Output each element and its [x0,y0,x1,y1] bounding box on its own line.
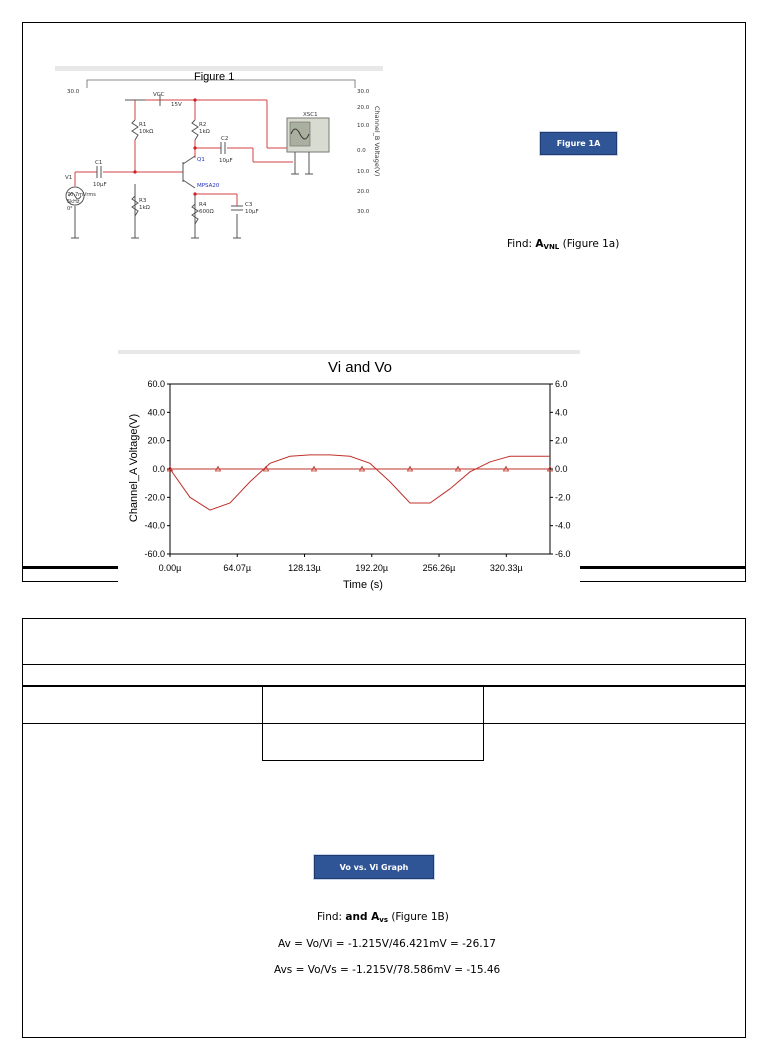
circuit-figure [55,66,383,246]
r3-value: 1kΩ [139,205,150,211]
y-tick-label-right: -4.0 [555,520,571,531]
table-cell [262,686,484,724]
chart-ylabel: Channel_A Voltage(V) [128,413,140,523]
circuit-schematic [55,66,383,246]
y-tick-label-right: 4.0 [555,407,568,418]
series-line [170,455,550,510]
y-tick-label-right: -6.0 [555,549,571,559]
y-tick-label-left: 40.0 [147,407,165,418]
c2-label: C2 [221,136,229,142]
chart-svg [118,350,580,596]
find-avnl-prefix: Find: [507,238,536,250]
r2-value: 1kΩ [199,129,210,135]
y-tick-label-right: 0.0 [555,464,568,474]
table-cell [262,723,484,761]
vi-vo-chart [118,350,580,596]
c3-value: 10µF [245,209,259,215]
q1-label: Q1 [197,157,205,163]
vcc-value: 15V [171,102,182,108]
y-tick-label-right: -2.0 [555,492,571,503]
table-cell [22,686,263,724]
c1-label: C1 [95,160,103,166]
y-tick-label-right: 2.0 [555,435,568,446]
find-avs-suffix: (Figure 1B) [387,911,449,923]
r4-label: R4 [199,202,207,208]
vo-vs-vi-graph-button[interactable]: Vo vs. Vi Graph [314,855,434,879]
y-tick-label-left: 20.0 [147,435,165,446]
find-avnl-subscript: VNL [543,243,560,251]
v1-label: V1 [65,175,73,181]
y-tick-label-left: 0.0 [152,464,165,474]
c2-value: 10µF [219,158,233,164]
chart-plot-area [144,379,570,573]
y-tick-label-right: 6.0 [555,379,568,389]
scale-right-label: 20.0 [357,189,370,195]
v1-phase: 0° [67,206,73,212]
find-avnl-suffix: (Figure 1a) [559,238,620,250]
xsc1-label: XSC1 [303,112,318,118]
chart-xlabel: Time (s) [343,579,383,591]
x-tick-label: 128.13µ [288,563,321,573]
scale-right-label: 10.0 [357,123,370,129]
find-avnl-symbol: A [535,238,544,250]
find-avs-text [317,911,449,924]
y-tick-label-left: 60.0 [147,379,165,389]
r1-value: 10kΩ [139,129,154,135]
find-avnl-text [507,238,619,251]
x-tick-label: 320.33µ [489,563,523,573]
table-cell [483,686,746,724]
c1-value: 10µF [93,182,107,188]
q1-model: MPSA20 [197,183,220,189]
v1-amplitude: 70.7mVrms [67,192,96,198]
channel-b-label: Channel_B Voltage(V) [373,106,381,177]
x-tick-label: 256.26µ [422,563,456,573]
c3-label: C3 [245,202,253,208]
find-avs-prefix: Find: [317,911,346,923]
r4-value: 600Ω [199,209,214,215]
r3-label: R3 [139,198,147,204]
scale-right-label: 10.0 [357,169,370,175]
find-avs-symbol: and A [345,911,380,923]
chart-title: Vi and Vo [328,359,392,376]
scale-right-label: 20.0 [357,105,370,111]
figure1a-button[interactable]: Figure 1A [540,132,617,155]
x-tick-label: 64.07µ [223,563,252,573]
avs-equation: Avs = Vo/Vs = -1.215V/78.586mV = -15.46 [274,964,501,976]
av-equation: Av = Vo/Vi = -1.215V/46.421mV = -26.17 [278,938,496,950]
scale-right-label: 0.0 [357,148,366,154]
y-tick-label-left: -60.0 [144,549,165,559]
v1-frequency: 5kHz [67,199,80,205]
figure1-window-title: Figure 1 [194,71,235,83]
y-tick-label-left: -40.0 [144,520,165,531]
scale-left-label: 30.0 [67,89,80,95]
scale-right-label: 30.0 [357,89,370,95]
find-avs-subscript: vs [379,916,388,924]
scale-right-label: 30.0 [357,209,370,215]
r2-label: R2 [199,122,207,128]
x-tick-label: 192.20µ [355,563,389,573]
r1-label: R1 [139,122,147,128]
y-tick-label-left: -20.0 [144,492,165,503]
table-header-row [22,664,746,686]
x-tick-label: 0.00µ [158,563,182,573]
vcc-label: VCC [153,92,165,98]
